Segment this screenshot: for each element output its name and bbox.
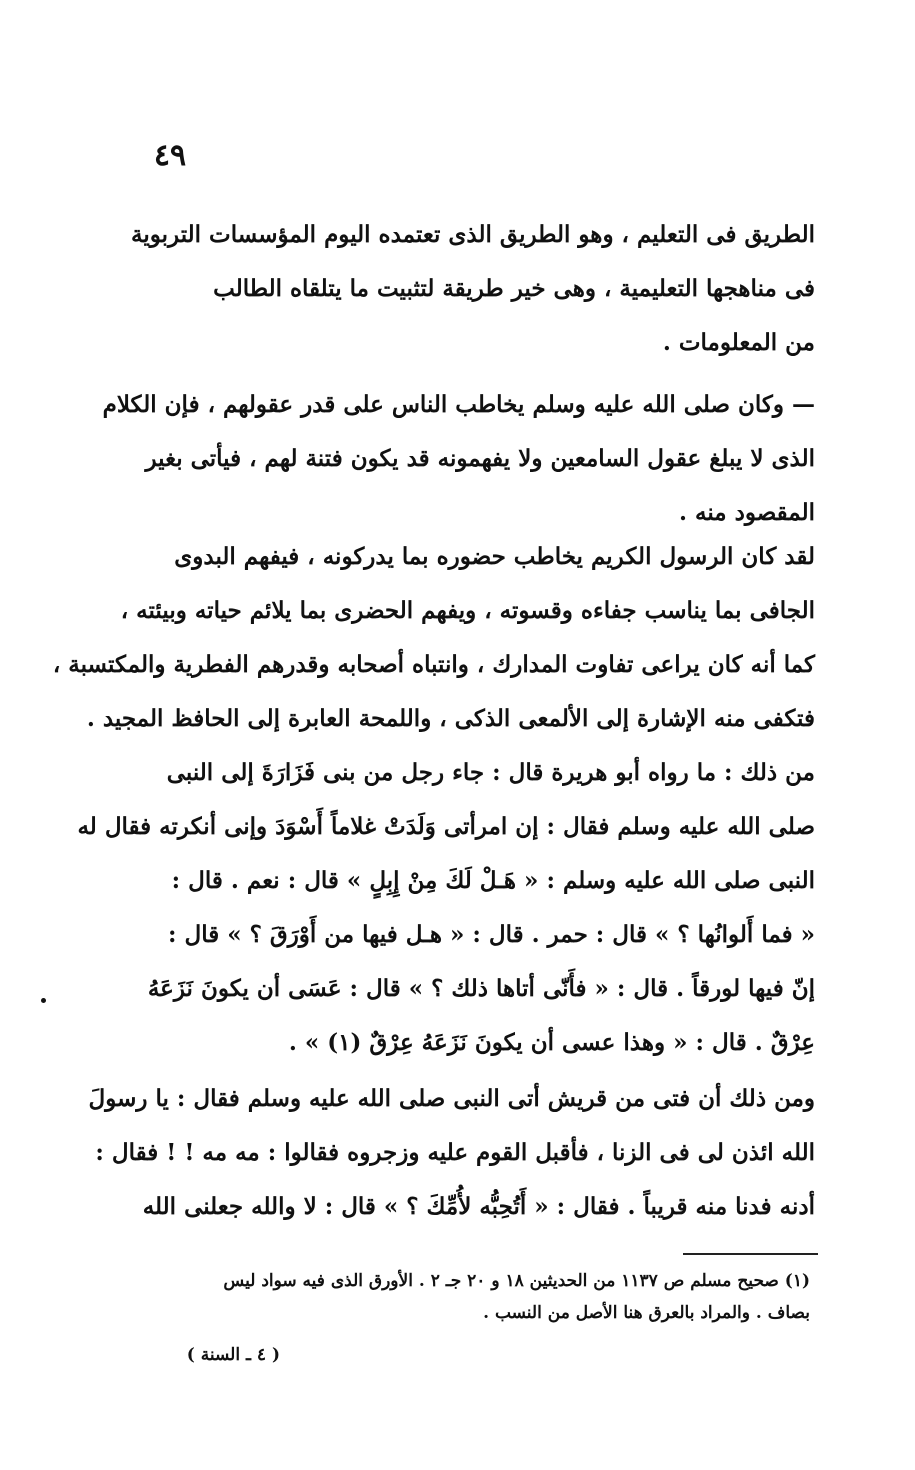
paragraph-1-text [130,208,815,370]
text-line: من المعلومات . [662,329,815,356]
paragraph-3-text [52,530,815,1070]
text-line: الطريق فى التعليم ، وهو الطريق الذى تعتمده اليوم المؤسسات التربوية [130,221,815,248]
text-line: فتكفى منه الإشارة إلى الألمعى الذكى ، واللمحة العابرة إلى الحافظ المجيد . [86,705,815,732]
footnote-divider [683,1253,818,1255]
text-line: الله ائذن لى فى الزنا ، فأقبل القوم عليه وزجروه فقالوا : مه مه ! ! فقال : [95,1139,815,1166]
paragraph-2 [102,378,815,540]
text-line: النبى صلى الله عليه وسلم : « هَـلْ لَكَ مِنْ إِبِلٍ » قال : نعم . قال : [171,867,815,894]
footnote [160,1265,810,1329]
text-line: « فما أَلوانُها ؟ » قال : حمر . قال : « هـل فيها من أَوْرَقَ ؟ » قال : [168,921,815,948]
text-line: الجافى بما يناسب جفاءه وقسوته ، ويفهم الحضرى بما يلائم حياته وبيئته ، [120,597,815,624]
text-line: فى مناهجها التعليمية ، وهى خير طريقة لتثبيت ما يتلقاه الطالب [213,275,815,302]
text-line: الذى لا يبلغ عقول السامعين ولا يفهمونه قد يكون فتنة لهم ، فيأتى بغير [145,445,815,472]
text-line: من ذلك : ما رواه أبو هريرة قال : جاء رجل من بنى فَزَارَةَ إلى النبى [166,759,815,786]
text-line: كما أنه كان يراعى تفاوت المدارك ، وانتباه أصحابه وقدرهم الفطرية والمكتسبة ، [52,651,815,678]
footnote-line: (١) صحيح مسلم ص ١١٣٧ من الحديثين ١٨ و ٢٠ جـ ٢ . الأورق الذى فيه سواد ليس [223,1271,810,1291]
paragraph-4-text [88,1072,815,1234]
footnote-line: بصاف . والمراد بالعرق هنا الأصل من النسب . [483,1303,810,1323]
page-number: ٤٩ [153,138,187,173]
text-line: إنّ فيها لورقاً . قال : « فأَنّى أتاها ذلك ؟ » قال : عَسَى أن يكونَ نَزَعَهُ [147,975,815,1002]
text-line: — وكان صلى الله عليه وسلم يخاطب الناس على قدر عقولهم ، فإن الكلام [102,391,815,418]
text-line: عِرْقٌ . قال : « وهذا عسى أن يكونَ نَزَعَهُ عِرْقٌ (١) » . [288,1029,815,1056]
text-line: لقد كان الرسول الكريم يخاطب حضوره بما يدركونه ، فيفهم البدوى [174,543,815,570]
paragraph-2-text [102,378,815,540]
text-line: ومن ذلك أن فتى من قريش أتى النبى صلى الله عليه وسلم فقال : يا رسولَ [88,1085,815,1112]
ink-speck [41,998,46,1003]
text-line: أدنه فدنا منه قريباً . فقال : « أَتُحِبُّه لأُمِّكَ ؟ » قال : لا والله جعلنى الله [142,1193,815,1220]
text-line: المقصود منه . [678,499,815,526]
signature-mark: ( ٤ ـ السنة ) [186,1345,280,1365]
paragraph-1 [130,208,815,370]
paragraph-3 [52,530,815,1070]
paragraph-4 [88,1072,815,1234]
text-line: صلى الله عليه وسلم فقال : إن امرأتى وَلَدَتْ غلاماً أَسْوَدَ وإنى أنكرته فقال له [77,813,815,840]
